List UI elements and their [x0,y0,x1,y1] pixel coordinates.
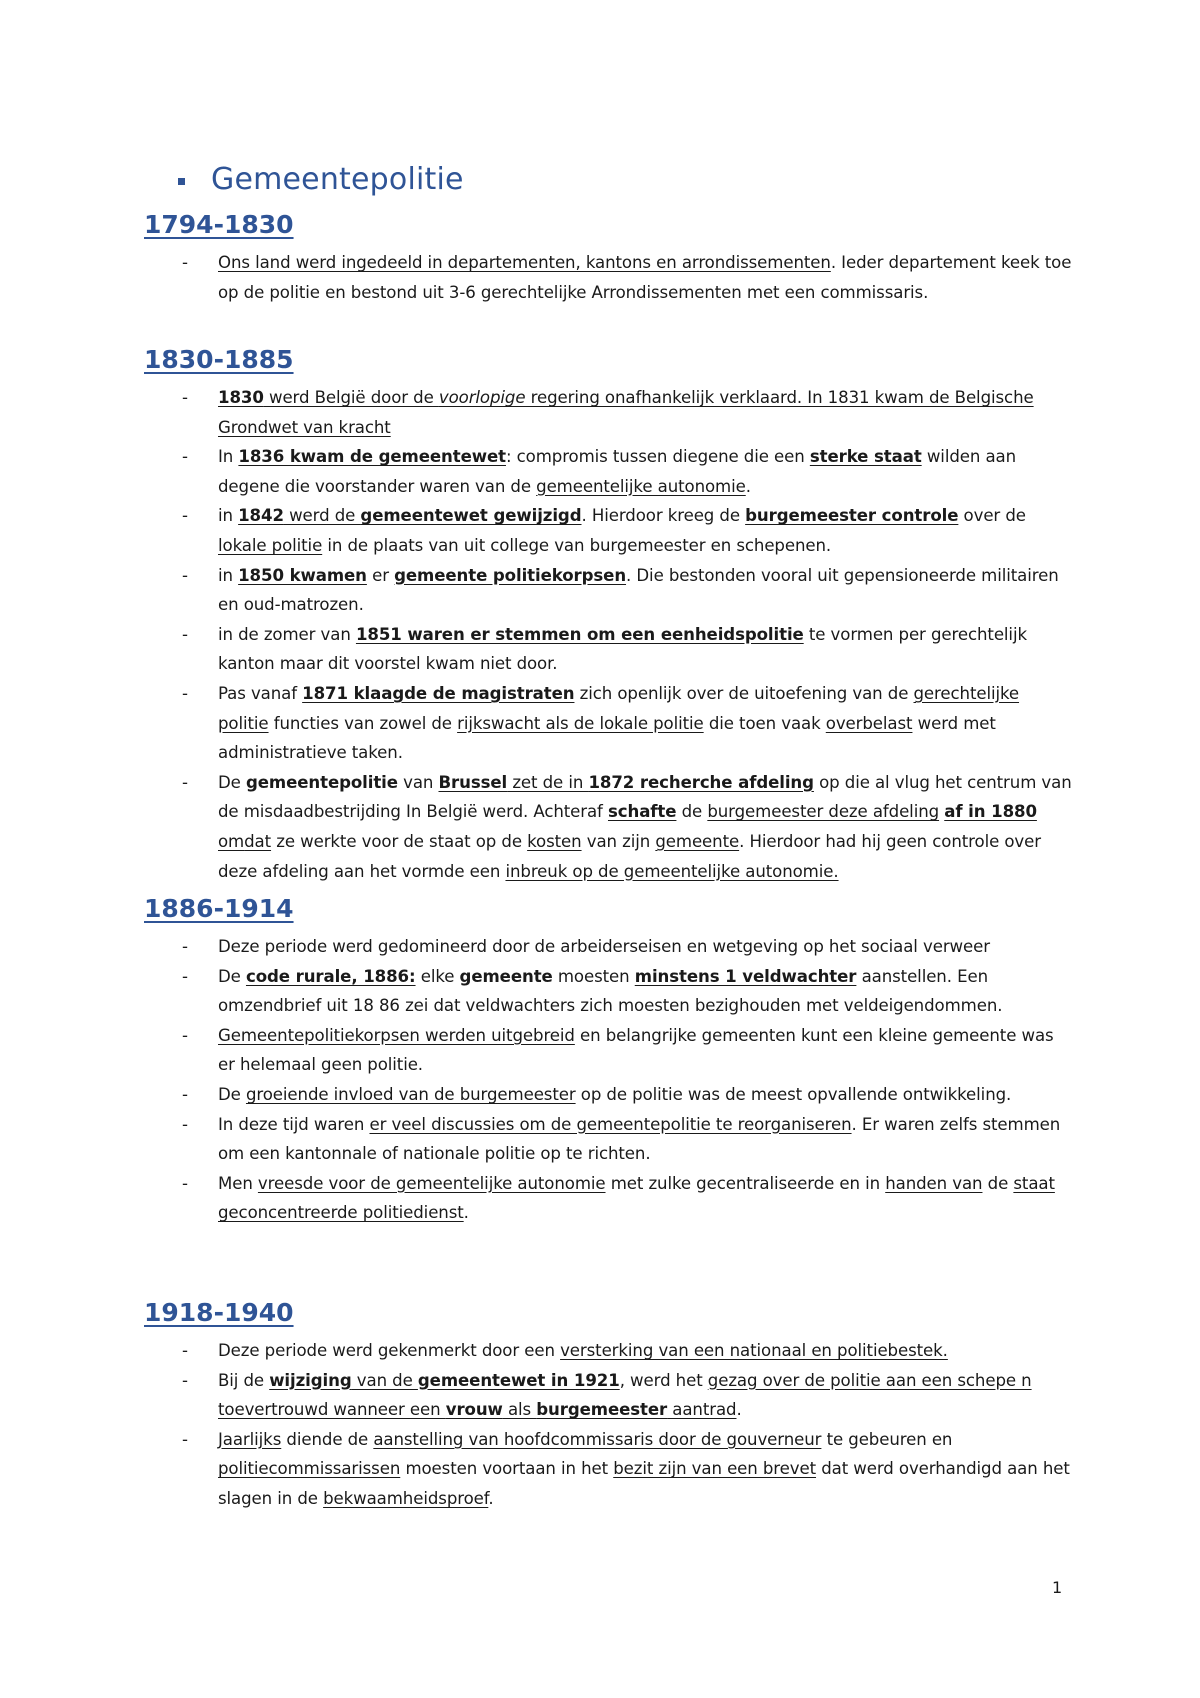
text-run: regering onafhankelijk verklaard. In 1831 kwam de Belgische Grondwet van kracht [218,388,1034,437]
list-item [144,1110,1074,1169]
list-item [144,932,1074,962]
text-run: 1851 waren er stemmen om een eenheidspolitie [355,624,804,644]
text-run: elke [415,966,460,986]
text-run: Deze periode werd gekenmerkt door een [218,1341,561,1360]
section-1918-1940 [144,1296,1074,1514]
text-run: Ons land werd ingedeeld in departementen, kantons en arrondissementen [218,253,831,272]
text-run: van de [351,1370,418,1390]
dash-bullet-icon: - [182,1084,188,1104]
text-run: werd de [283,506,361,526]
text-run: te gebeuren en [821,1429,953,1449]
dash-bullet-icon: - [182,388,188,407]
text-run: wilden aan degene die voorstander waren van de [218,447,1017,496]
list-item [144,1080,1074,1110]
text-run: Men [218,1173,258,1193]
dash-bullet-icon: - [182,253,188,272]
text-run: Brussel [438,772,508,792]
text-run: in de zomer van [218,624,356,644]
text-run: . [488,1488,494,1508]
section-list [144,248,1074,307]
text-run: als [502,1400,537,1420]
text-run: functies van zowel de [268,713,458,733]
list-item [144,768,1074,886]
text-run: . [736,1400,742,1420]
section-list [144,383,1074,886]
page-number: 1 [1052,1578,1063,1597]
list-item [144,1169,1074,1228]
section-heading: 1830-1885 [144,345,294,374]
text-run: . Er waren zelfs stemmen om een kantonnale of nationale politie op te richten. [218,1114,1061,1164]
text-run: gemeentewet in 1921 [417,1370,620,1390]
text-run: sterke staat [809,447,922,467]
text-run: . Hierdoor had hij geen controle over deze afdeling aan het vormde een [218,831,1041,881]
text-run: . Hierdoor kreeg de [581,506,746,526]
text-run: 1871 klaagde de magistraten [302,683,575,703]
text-run: lokale politie [218,535,323,555]
text-run: . [745,476,751,496]
text-run: versterking van een nationaal en politiebestek. [560,1341,948,1360]
text-run: gemeentelijke autonomie [536,476,746,496]
list-item [144,383,1074,442]
section-list [144,932,1074,1228]
text-run: handen van [885,1173,983,1193]
text-run: burgemeester controle [745,506,959,526]
text-run: aanstellen. Een omzendbrief uit 18 86 zei dat veldwachters zich moesten bezighouden met veldeigendommen. [218,966,1003,1016]
list-item [144,620,1074,679]
text-run: inbreuk op de gemeentelijke autonomie. [505,861,839,881]
page-title: Gemeentepolitie [211,162,464,197]
text-run: in de plaats van uit college van burgemeester en schepenen. [322,535,832,555]
text-run: gemeente politiekorpsen [394,565,627,585]
text-run: bekwaamheidsproef [323,1488,489,1508]
list-item [144,442,1074,501]
list-item [144,561,1074,620]
text-run: Pas vanaf [218,683,303,703]
text-run: . Ieder departement keek toe op de politie en bestond uit 3-6 gerechtelijke Arrondissementen met een commissaris. [218,253,1072,302]
text-run: 1842 [238,506,284,526]
text-run: zich openlijk over de uitoefening van de [574,683,914,703]
list-item [144,248,1074,307]
section-heading: 1886-1914 [144,894,294,923]
text-run: gemeente [459,966,553,986]
section-1886-1914 [144,892,1074,1228]
text-run: wijziging [269,1370,352,1390]
text-run: rijkswacht als de lokale politie [457,713,704,733]
text-run: te vormen per gerechtelijk kanton maar dit voorstel kwam niet door. [218,624,1027,674]
text-run: om [218,831,245,851]
section-heading: 1794-1830 [144,210,294,239]
list-item [144,501,1074,560]
text-run: Deze periode werd gedomineerd door de arbeiderseisen en wetgeving op het sociaal verweer [218,937,990,956]
text-run: staat geconcentreerde politiedienst [218,1173,1055,1223]
text-run: gerechtelijke politie [218,683,1020,733]
dash-bullet-icon: - [182,1173,188,1193]
section-1794-1830 [144,208,1074,307]
text-run: gemeente [655,831,740,851]
text-run: minstens 1 veldwachter [634,966,857,986]
text-run: dat [244,831,272,851]
dash-bullet-icon: - [182,937,188,956]
list-item [144,1425,1074,1514]
text-run: voorlopige [438,388,526,407]
list-item [144,1336,1074,1366]
dash-bullet-icon: - [182,447,188,467]
title-row [178,162,464,197]
text-run: vreesde voor de gemeentelijke autonomie [257,1173,606,1193]
text-run: . Die bestonden vooral uit gepensioneerde militairen en oud-matrozen. [218,565,1059,615]
section-heading: 1918-1940 [144,1298,294,1327]
text-run: 1830 [218,388,264,407]
text-run: er [366,565,395,585]
text-run: In deze tijd waren [218,1114,370,1134]
dash-bullet-icon: - [182,624,188,644]
list-item [144,962,1074,1021]
text-run: diende de [281,1429,374,1449]
text-run: in [218,506,239,526]
dash-bullet-icon: - [182,506,188,526]
text-run: vrouw [445,1400,503,1420]
dash-bullet-icon: - [182,1341,188,1360]
text-run: De [218,772,246,792]
text-run: op die al vlug het centrum van de misdaadbestrijding In België werd. Achteraf [218,772,1072,822]
text-run: aanstelling van hoofdcommissaris door de gouverneur [373,1429,822,1449]
text-run: de [676,802,708,822]
text-run: 1836 kwam de gemeentewet [238,447,506,467]
text-run: werd met administratieve taken. [218,713,996,763]
text-run: In [218,447,239,467]
text-run: . [463,1203,469,1223]
list-item [144,679,1074,768]
text-run: in [218,565,239,585]
text-run: op de politie was de meest opvallende ontwikkeling. [575,1084,1012,1104]
text-run: werd België door de [263,388,439,407]
text-run: ze werkte voor de staat op de [271,831,528,851]
text-run: de [982,1173,1014,1193]
dash-bullet-icon: - [182,966,188,986]
text-run: dat werd overhandigd aan het slagen in de [218,1459,1070,1508]
square-bullet-icon [178,178,185,185]
text-run: moesten [552,966,635,986]
text-run: van [397,772,439,792]
text-run: 1850 kwamen [238,565,367,585]
text-run: Jaarlijks [218,1429,282,1449]
text-run: bezit zijn van een brevet [613,1459,817,1479]
text-run: code rurale, 1886: [245,966,416,986]
text-run: Bij de [218,1370,270,1390]
section-list [144,1336,1074,1514]
list-item [144,1021,1074,1080]
text-run: Gemeentepolitiekorpsen werden uitgebreid [218,1025,575,1045]
text-run: aantrad [667,1400,737,1420]
text-run: gezag over de politie aan een schepe n toevertrouwd wanneer een [218,1370,1032,1420]
text-run: De [218,1084,246,1104]
list-item [144,1366,1074,1425]
text-run: af in 1880 [944,802,1037,822]
text-run: groeiende invloed van de burgemeester [245,1084,576,1104]
dash-bullet-icon: - [182,772,188,792]
section-1830-1885 [144,343,1074,886]
dash-bullet-icon: - [182,1429,188,1449]
text-run: politiecommissarissen [218,1459,401,1479]
text-run: moesten voortaan in het [400,1459,614,1479]
text-run: kosten [527,831,582,851]
dash-bullet-icon: - [182,1370,188,1390]
text-run: gemeentewet gewijzigd [360,506,582,526]
text-run: gemeentepolitie [245,772,398,792]
dash-bullet-icon: - [182,683,188,703]
text-run: De [218,966,246,986]
dash-bullet-icon: - [182,1025,188,1045]
text-run: 1872 recherche afdeling [588,772,814,792]
text-run: overbelast [825,713,913,733]
text-run: over de [958,506,1026,526]
text-run: die toen vaak [703,713,826,733]
text-run: schafte [607,802,677,822]
dash-bullet-icon: - [182,565,188,585]
text-run: met zulke gecentraliseerde en in [605,1173,886,1193]
text-run: , werd het [619,1370,708,1390]
text-run: burgemeester deze afdeling [707,802,940,822]
text-run: burgemeester [536,1400,668,1420]
text-run: er veel discussies om de gemeentepolitie te reorganiseren [369,1114,852,1134]
dash-bullet-icon: - [182,1114,188,1134]
text-run: zet de in [507,772,589,792]
text-run: en belangrijke gemeenten kunt een kleine gemeente was er helemaal geen politie. [218,1025,1054,1075]
text-run: : compromis tussen diegene die een [505,447,810,467]
text-run: van zijn [581,831,656,851]
